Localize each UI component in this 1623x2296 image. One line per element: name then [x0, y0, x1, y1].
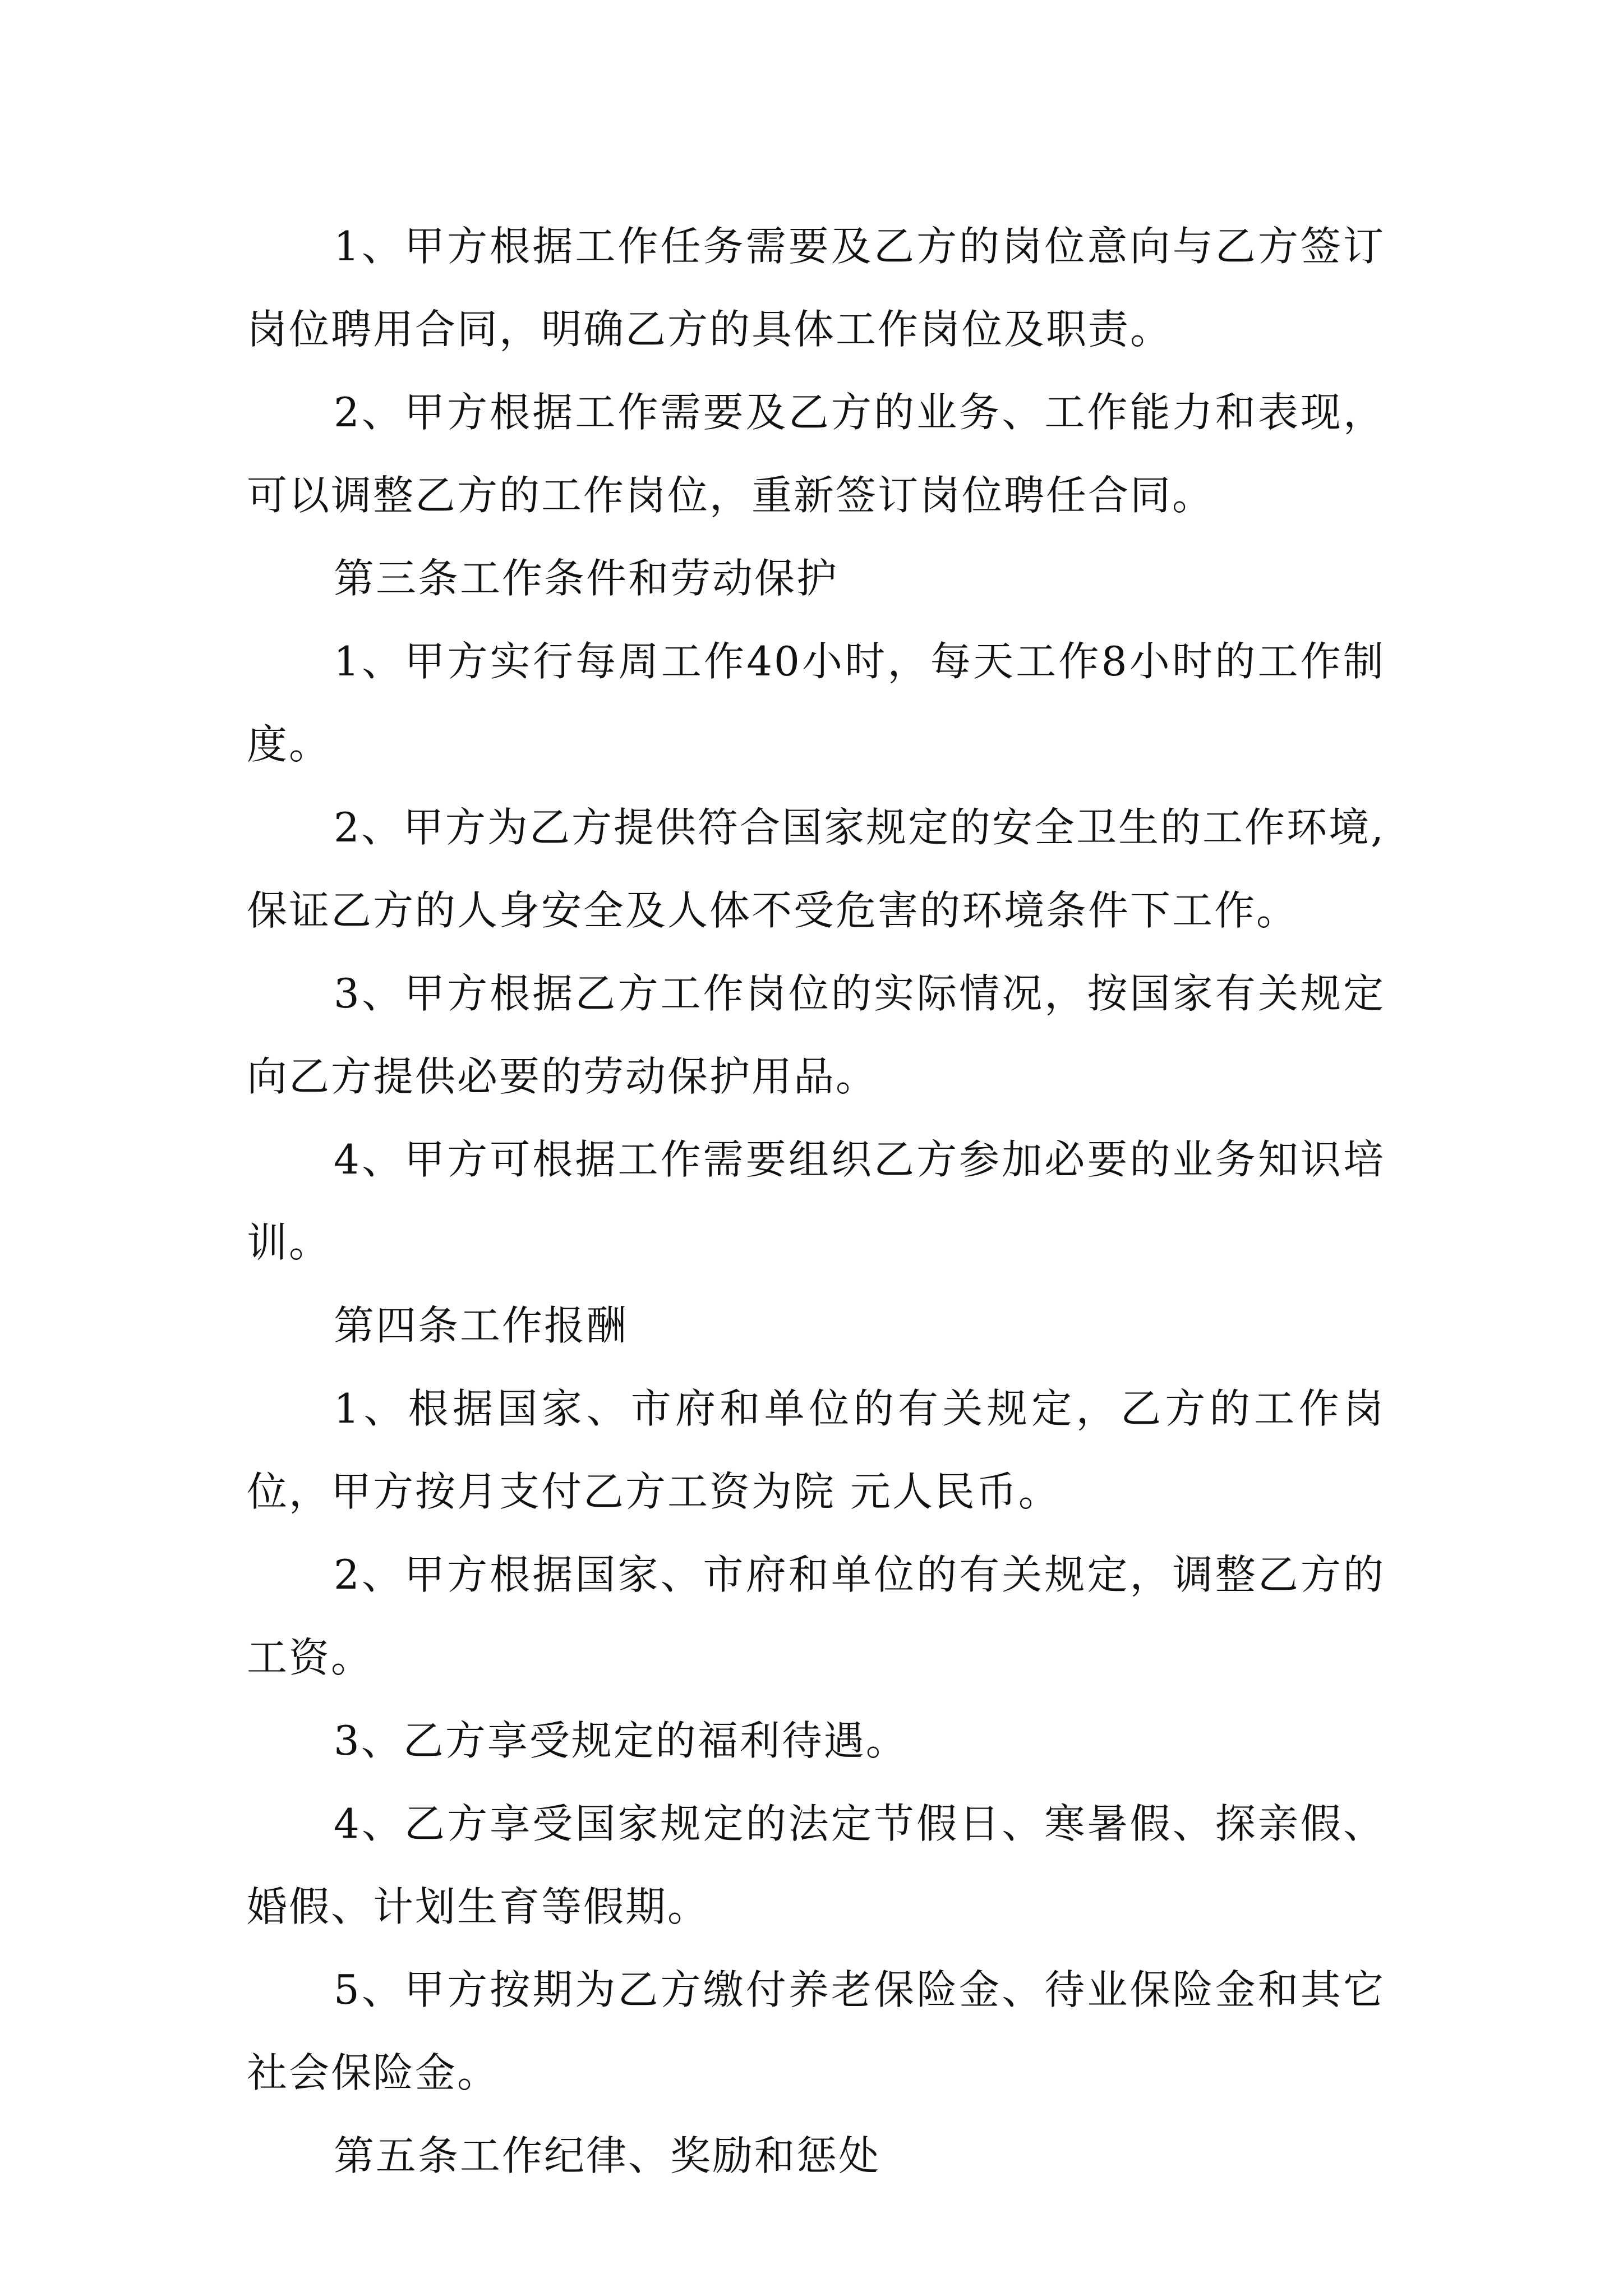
clause-paragraph: 3、甲方根据乙方工作岗位的实际情况，按国家有关规定向乙方提供必要的劳动保护用品。: [247, 970, 1385, 1100]
clause-paragraph: 1、甲方根据工作任务需要及乙方的岗位意向与乙方签订岗位聘用合同，明确乙方的具体工作岗位及职责。: [247, 223, 1385, 353]
clause-paragraph: 5、甲方按期为乙方缴付养老保险金、待业保险金和其它社会保险金。: [247, 1966, 1385, 2096]
clause-paragraph: 2、甲方为乙方提供符合国家规定的安全卫生的工作环境,保证乙方的人身安全及人体不受危害的环境条件下工作。: [247, 804, 1385, 934]
clause-paragraph: 4、乙方享受国家规定的法定节假日、寒暑假、探亲假、婚假、计划生育等假期。: [247, 1800, 1385, 1930]
clause-paragraph: 1、根据国家、市府和单位的有关规定，乙方的工作岗位，甲方按月支付乙方工资为院 元人民币。: [247, 1385, 1385, 1515]
section-heading: 第三条工作条件和劳动保护: [334, 555, 839, 602]
clause-paragraph: 1、甲方实行每周工作40小时，每天工作8小时的工作制度。: [247, 638, 1385, 768]
section-heading: 第五条工作纪律、奖励和惩处: [334, 2132, 881, 2179]
clause-paragraph: 2、甲方根据国家、市府和单位的有关规定，调整乙方的工资。: [247, 1551, 1385, 1681]
clause-paragraph: 4、甲方可根据工作需要组织乙方参加必要的业务知识培训。: [247, 1136, 1385, 1266]
section-heading: 第四条工作报酬: [334, 1302, 629, 1349]
clause-paragraph: 2、甲方根据工作需要及乙方的业务、工作能力和表现，可以调整乙方的工作岗位，重新签订岗位聘任合同。: [247, 389, 1385, 519]
document-body: [247, 205, 1385, 2197]
clause-paragraph: 3、乙方享受规定的福利待遇。: [334, 1717, 908, 1764]
